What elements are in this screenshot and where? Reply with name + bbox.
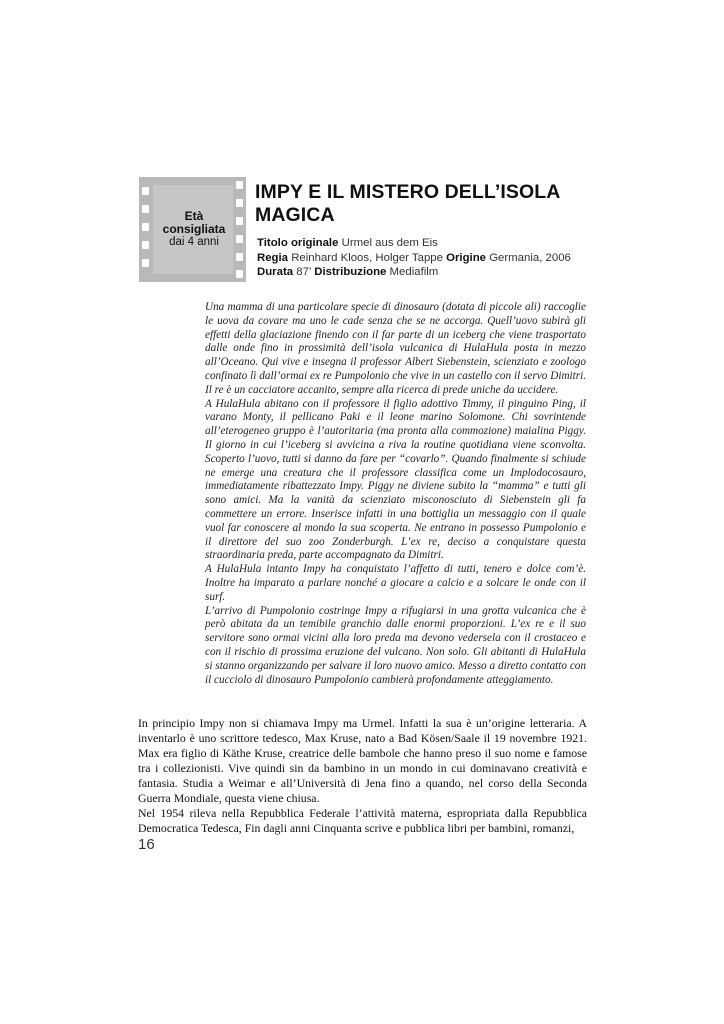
page-number: 16 (138, 836, 155, 853)
synopsis-paragraph: L’arrivo di Pumpolonio costringe Impy a rifugiarsi in una grotta vulcanica che è però abitata da un temibile granchio dalle enormi proporzioni. L’ex re e il suo servitore sono ormai vicini alla loro preda ma devono vedersela con il crostaceo e con il rischio di prossima eruzione del vulcano. Non solo. Gli abitanti di HulaHula si stanno organizzando per salvare il loro nuovo amico. Messo a diretto contatto con il cucciolo di dinosauro Pumpolonio cambierà profondamente atteggiamento. (205, 604, 586, 686)
film-hole (236, 235, 243, 243)
film-title: IMPY E IL MISTERO DELL’ISOLA MAGICA (255, 181, 560, 226)
film-hole (142, 241, 149, 249)
film-hole (236, 270, 243, 278)
credits-line-title (257, 236, 617, 251)
age-label-line2: consigliata (162, 222, 226, 236)
film-hole (142, 259, 149, 267)
original-title-label: Titolo originale (257, 237, 339, 249)
film-hole (142, 223, 149, 231)
film-hole (236, 199, 243, 207)
credits-line-duration (257, 265, 617, 280)
synopsis-paragraph: Una mamma di una particolare specie di dinosauro (dotata di piccole ali) raccoglie le uova da covare ma uno le cade senza che se ne accorga. Quell’uovo subirà gli effetti della glaciazione finendo con il far parte di un iceberg che viene trasportato dalle onde fino in prossimità dell’isola vulcanica di HulaHula posta in mezzo all’Oceano. Qui vive e insegna il professor Albert Siebenstein, scienziato e zoologo confinato lì dall’ormai ex re Pumpolonio che vive in un castello con il servo Dimitri. Il re è un cacciatore accanito, sempre alla ricerca di prede uniche da uccidere. (205, 301, 586, 396)
distribution-value: Mediafilm (389, 266, 439, 278)
synopsis (205, 301, 586, 687)
film-credits (257, 236, 617, 280)
age-recommendation (153, 210, 235, 249)
film-hole (236, 181, 243, 189)
duration-value: 87’ (296, 266, 312, 278)
synopsis-paragraph: A HulaHula intanto Impy ha conquistato l’affetto di tutti, tenero e dolce com’è. Inoltre ha imparato a parlare nonché a giocare a calcio e a solcare le onde con il surf. (205, 563, 586, 603)
body-paragraph: In principio Impy non si chiamava Impy ma Urmel. Infatti la sua è un’origine letteraria. A inventarlo è uno scrittore tedesco, Max Kruse, nato a Bad Kösen/Saale il 19 novembre 1921. Max era figlio di Käthe Kruse, creatrice delle bambole che hanno preso il suo nome e famose tra i collezionisti. Vive quindi sin da bambino in un mondo in cui dominavano creatività e fantasia. Studia a Weimar e all’Università di Jena fino a quando, nel corso della Seconda Guerra Mondiale, questa viene chiusa. (138, 716, 587, 805)
origin-value: Germania, 2006 (489, 251, 571, 264)
film-hole (236, 217, 243, 225)
age-label-line1: Età (184, 209, 204, 223)
director-value: Reinhard Kloos, Holger Tappe (291, 251, 443, 264)
article-body (138, 716, 587, 836)
film-strip-badge (139, 177, 246, 282)
synopsis-paragraph: A HulaHula abitano con il professore il figlio adottivo Timmy, il pinguino Ping, il varano Monty, il pellicano Paki e il leone marino Solomone. Chi sovrintende all’eterogeneo gruppo è l’autoritaria (ma pronta alla commozione) maialina Piggy. Il giorno in cui l’iceberg si avvicina a riva la routine quotidiana viene sconvolta. Scoperto l’uovo, tutti si danno da fare per “covarlo”. Quando finalmente si schiude ne emerge una creatura che il professore classifica come un Implodocosauro, immediatamente ribattezzato Impy. Piggy ne diviene subito la “mamma” e tutti gli sono amici. Ma la vanità da scienziato misconosciuto di Siebenstein gli fa commettere un errore. Inserisce infatti in una bottiglia un messaggio con il quale vuol far conoscere al mondo la sua scoperta. Ne entrano in possesso Pumpolonio e il direttore del suo zoo Zonderburgh. L’ex re, deciso a conquistare questa straordinaria preda, parte accompagnato da Dimitri. (205, 397, 586, 562)
credits-line-director (257, 251, 617, 266)
distribution-label: Distribuzione (314, 266, 387, 278)
film-hole (142, 205, 149, 213)
duration-label: Durata (257, 266, 294, 278)
age-value: dai 4 anni (169, 236, 219, 248)
original-title-value: Urmel aus dem Eis (341, 237, 438, 249)
origin-label: Origine (446, 251, 487, 264)
director-label: Regia (257, 251, 289, 264)
body-paragraph: Nel 1954 rileva nella Repubblica Federale l’attività materna, espropriata dalla Repubblica Democratica Tedesca, Fin dagli anni Cinquanta scrive e pubblica libri per bambini, romanzi, (138, 806, 587, 835)
film-hole (142, 187, 149, 195)
film-hole (236, 253, 243, 261)
